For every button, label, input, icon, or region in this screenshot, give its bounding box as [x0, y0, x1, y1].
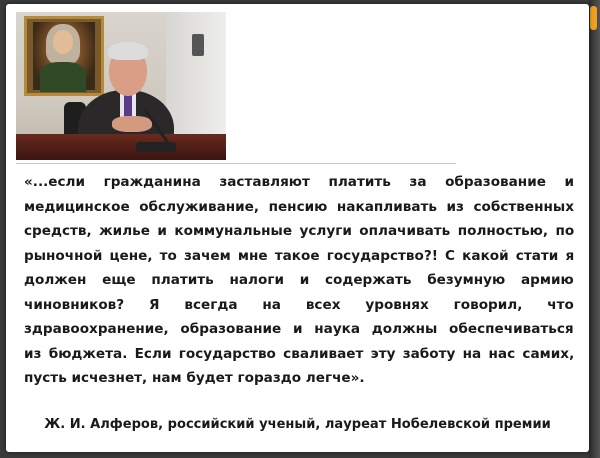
quote-line: должен еще платить налоги и содержать безумную армию	[24, 272, 574, 288]
quote-line: чиновников? Я всегда на всех уровнях говорил, что	[24, 296, 574, 313]
painting-face	[53, 30, 73, 54]
quote-line: рыночной цене, то зачем мне такое государство?! С какой стати я	[24, 247, 575, 264]
painting-coat	[40, 62, 86, 92]
quote-card	[6, 4, 589, 452]
wall-phone	[192, 34, 204, 56]
microphone-base	[136, 142, 176, 152]
divider	[16, 163, 456, 164]
portrait-photo	[16, 12, 226, 160]
desk	[16, 134, 226, 160]
quote-line: пусть исчезнет, нам будет гораздо легче».	[24, 370, 365, 386]
quote-line: здравоохранение, образование и наука должны обеспечиваться	[24, 321, 574, 337]
speaker-hair	[108, 42, 148, 60]
scrollbar-track	[589, 0, 600, 458]
quote-attribution: Ж. И. Алферов, российский ученый, лауреат Нобелевской премии	[44, 417, 551, 432]
speaker-hands	[112, 116, 152, 132]
quote-line: «...если гражданина заставляют платить за образование и	[24, 174, 575, 190]
quote-line: из бюджета. Если государство сваливает эту заботу на нас самих,	[24, 345, 575, 362]
scroll-indicator[interactable]	[590, 6, 597, 30]
quote-line: медицинское обслуживание, пенсию накапливать из собственных	[24, 198, 574, 215]
quote-text	[24, 170, 574, 391]
quote-line: средств, жилье и коммунальные услуги оплачивать полностью, по	[24, 223, 575, 239]
